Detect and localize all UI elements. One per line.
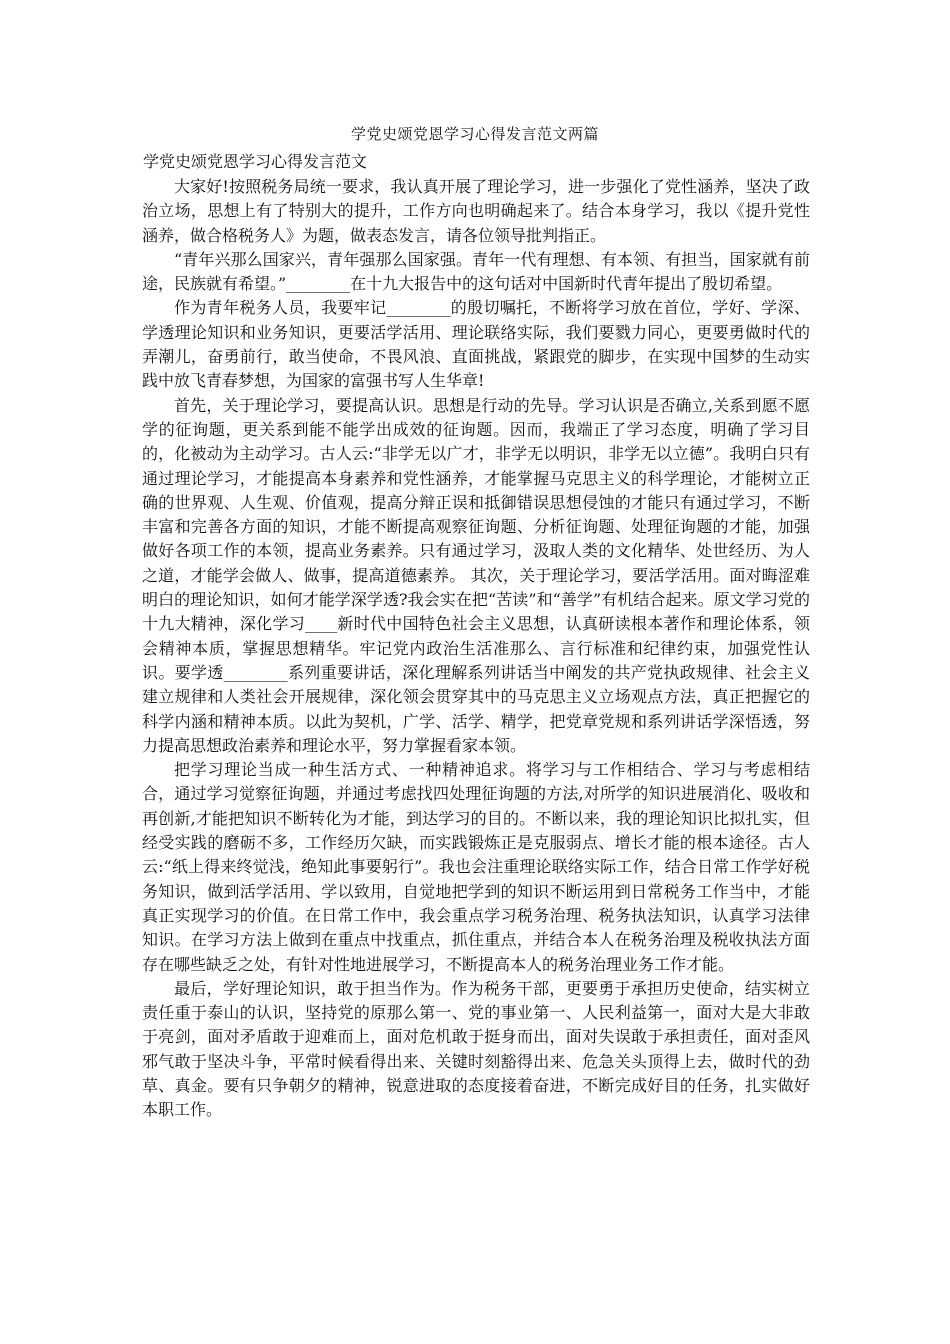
- paragraph: 把学习理论当成一种生活方式、一种精神追求。将学习与工作相结合、学习与考虑相结合，通过学习觉察征询题，并通过考虑找四处理征询题的方法,对所学的知识进展消化、吸收和再创新,才能把知识不断转化为才能，到达学习的目的。不断以来，我的理论知识比拟扎实，但经受实践的磨砺不多，工作经历欠缺，而实践锻炼正是克服弱点、增长才能的根本途径。古人云:“纸上得来终觉浅，绝知此事要躬行”。我也会注重理论联络实际工作，结合日常工作学好税务知识，做到活学活用、学以致用，自觉地把学到的知识不断运用到日常税务工作当中，才能真正实现学习的价值。在日常工作中，我会重点学习税务治理、税务执法知识，认真学习法律知识。在学习方法上做到在重点中找重点，抓住重点，并结合本人在税务治理及税收执法方面存在哪些缺乏之处，有针对性地进展学习，不断提高本人的税务治理业务工作才能。: [142, 760, 810, 974]
- document-subtitle: 学党史颂党恩学习心得发言范文: [143, 152, 368, 171]
- paragraph: “青年兴那么国家兴，青年强那么国家强。青年一代有理想、有本领、有担当，国家就有前途，民族就有希望。”________在十九大报告中的这句话对中国新时代青年提出了殷切希望。: [142, 249, 810, 294]
- document-title: 学党史颂党恩学习心得发言范文两篇: [350, 125, 599, 143]
- paragraph: 大家好!按照税务局统一要求，我认真开展了理论学习，进一步强化了党性涵养，坚决了政治立场，思想上有了特别大的提升，工作方向也明确起来了。结合本身学习，我以《提升党性涵养，做合格税务人》为题，做表态发言，请各位领导批判指正。: [142, 177, 810, 245]
- document-body: [142, 175, 810, 1123]
- paragraph: 最后，学好理论知识，敢于担当作为。作为税务干部，更要勇于承担历史使命，结实树立责任重于泰山的认识，坚持党的原那么第一、党的事业第一、人民利益第一，面对大是大非敢于亮剑，面对矛盾敢于迎难而上，面对危机敢于挺身而出，面对失误敢于承担责任，面对歪风邪气敢于坚决斗争，平常时候看得出来、关键时刻豁得出来、危急关头顶得上去，做时代的劲草、真金。要有只争朝夕的精神，锐意进取的态度接着奋进，不断完成好目的任务，扎实做好本职工作。: [142, 978, 810, 1120]
- paragraph: 首先，关于理论学习，要提高认识。思想是行动的先导。学习认识是否确立,关系到愿不愿学的征询题，更关系到能不能学出成效的征询题。因而，我端正了学习态度，明确了学习目的，化被动为主动学习。古人云:“非学无以广才，非学无以明识，非学无以立德”。我明白只有通过理论学习，才能提高本身素养和党性涵养，才能掌握马克思主义的科学理论，才能树立正确的世界观、人生观、价值观，提高分辩正误和抵御错误思想侵蚀的才能只有通过学习，不断丰富和完善各方面的知识，才能不断提高观察征询题、分析征询题、处理征询题的才能，加强做好各项工作的本领，提高业务素养。只有通过学习，汲取人类的文化精华、处世经历、为人之道，才能学会做人、做事，提高道德素养。 其次，关于理论学习，要活学活用。面对晦涩难明白的理论知识，如何才能学深学透?我会实在把“苦读”和“善学”有机结合起来。原文学习党的十九大精神，深化学习____新时代中国特色社会主义思想，认真研读根本著作和理论体系，领会精神本质，掌握思想精华。牢记党内政治生活准那么、言行标准和纪律约束，加强党性认识。要学透________系列重要讲话，深化理解系列讲话当中阐发的共产党执政规律、社会主义建立规律和人类社会开展规律，深化领会贯穿其中的马克思主义立场观点方法，真正把握它的科学内涵和精神本质。以此为契机，广学、活学、精学，把党章党规和系列讲话学深悟透，努力提高思想政治素养和理论水平，努力掌握看家本领。: [142, 395, 810, 755]
- paragraph: 作为青年税务人员，我要牢记________的殷切嘱托，不断将学习放在首位，学好、学深、学透理论知识和业务知识，更要活学活用、理论联络实际，我们要戮力同心，更要勇做时代的弄潮儿，奋勇前行，敢当使命，不畏风浪、直面挑战，紧跟党的脚步，在实现中国梦的生动实践中放飞青春梦想，为国家的富强书写人生华章!: [142, 298, 810, 391]
